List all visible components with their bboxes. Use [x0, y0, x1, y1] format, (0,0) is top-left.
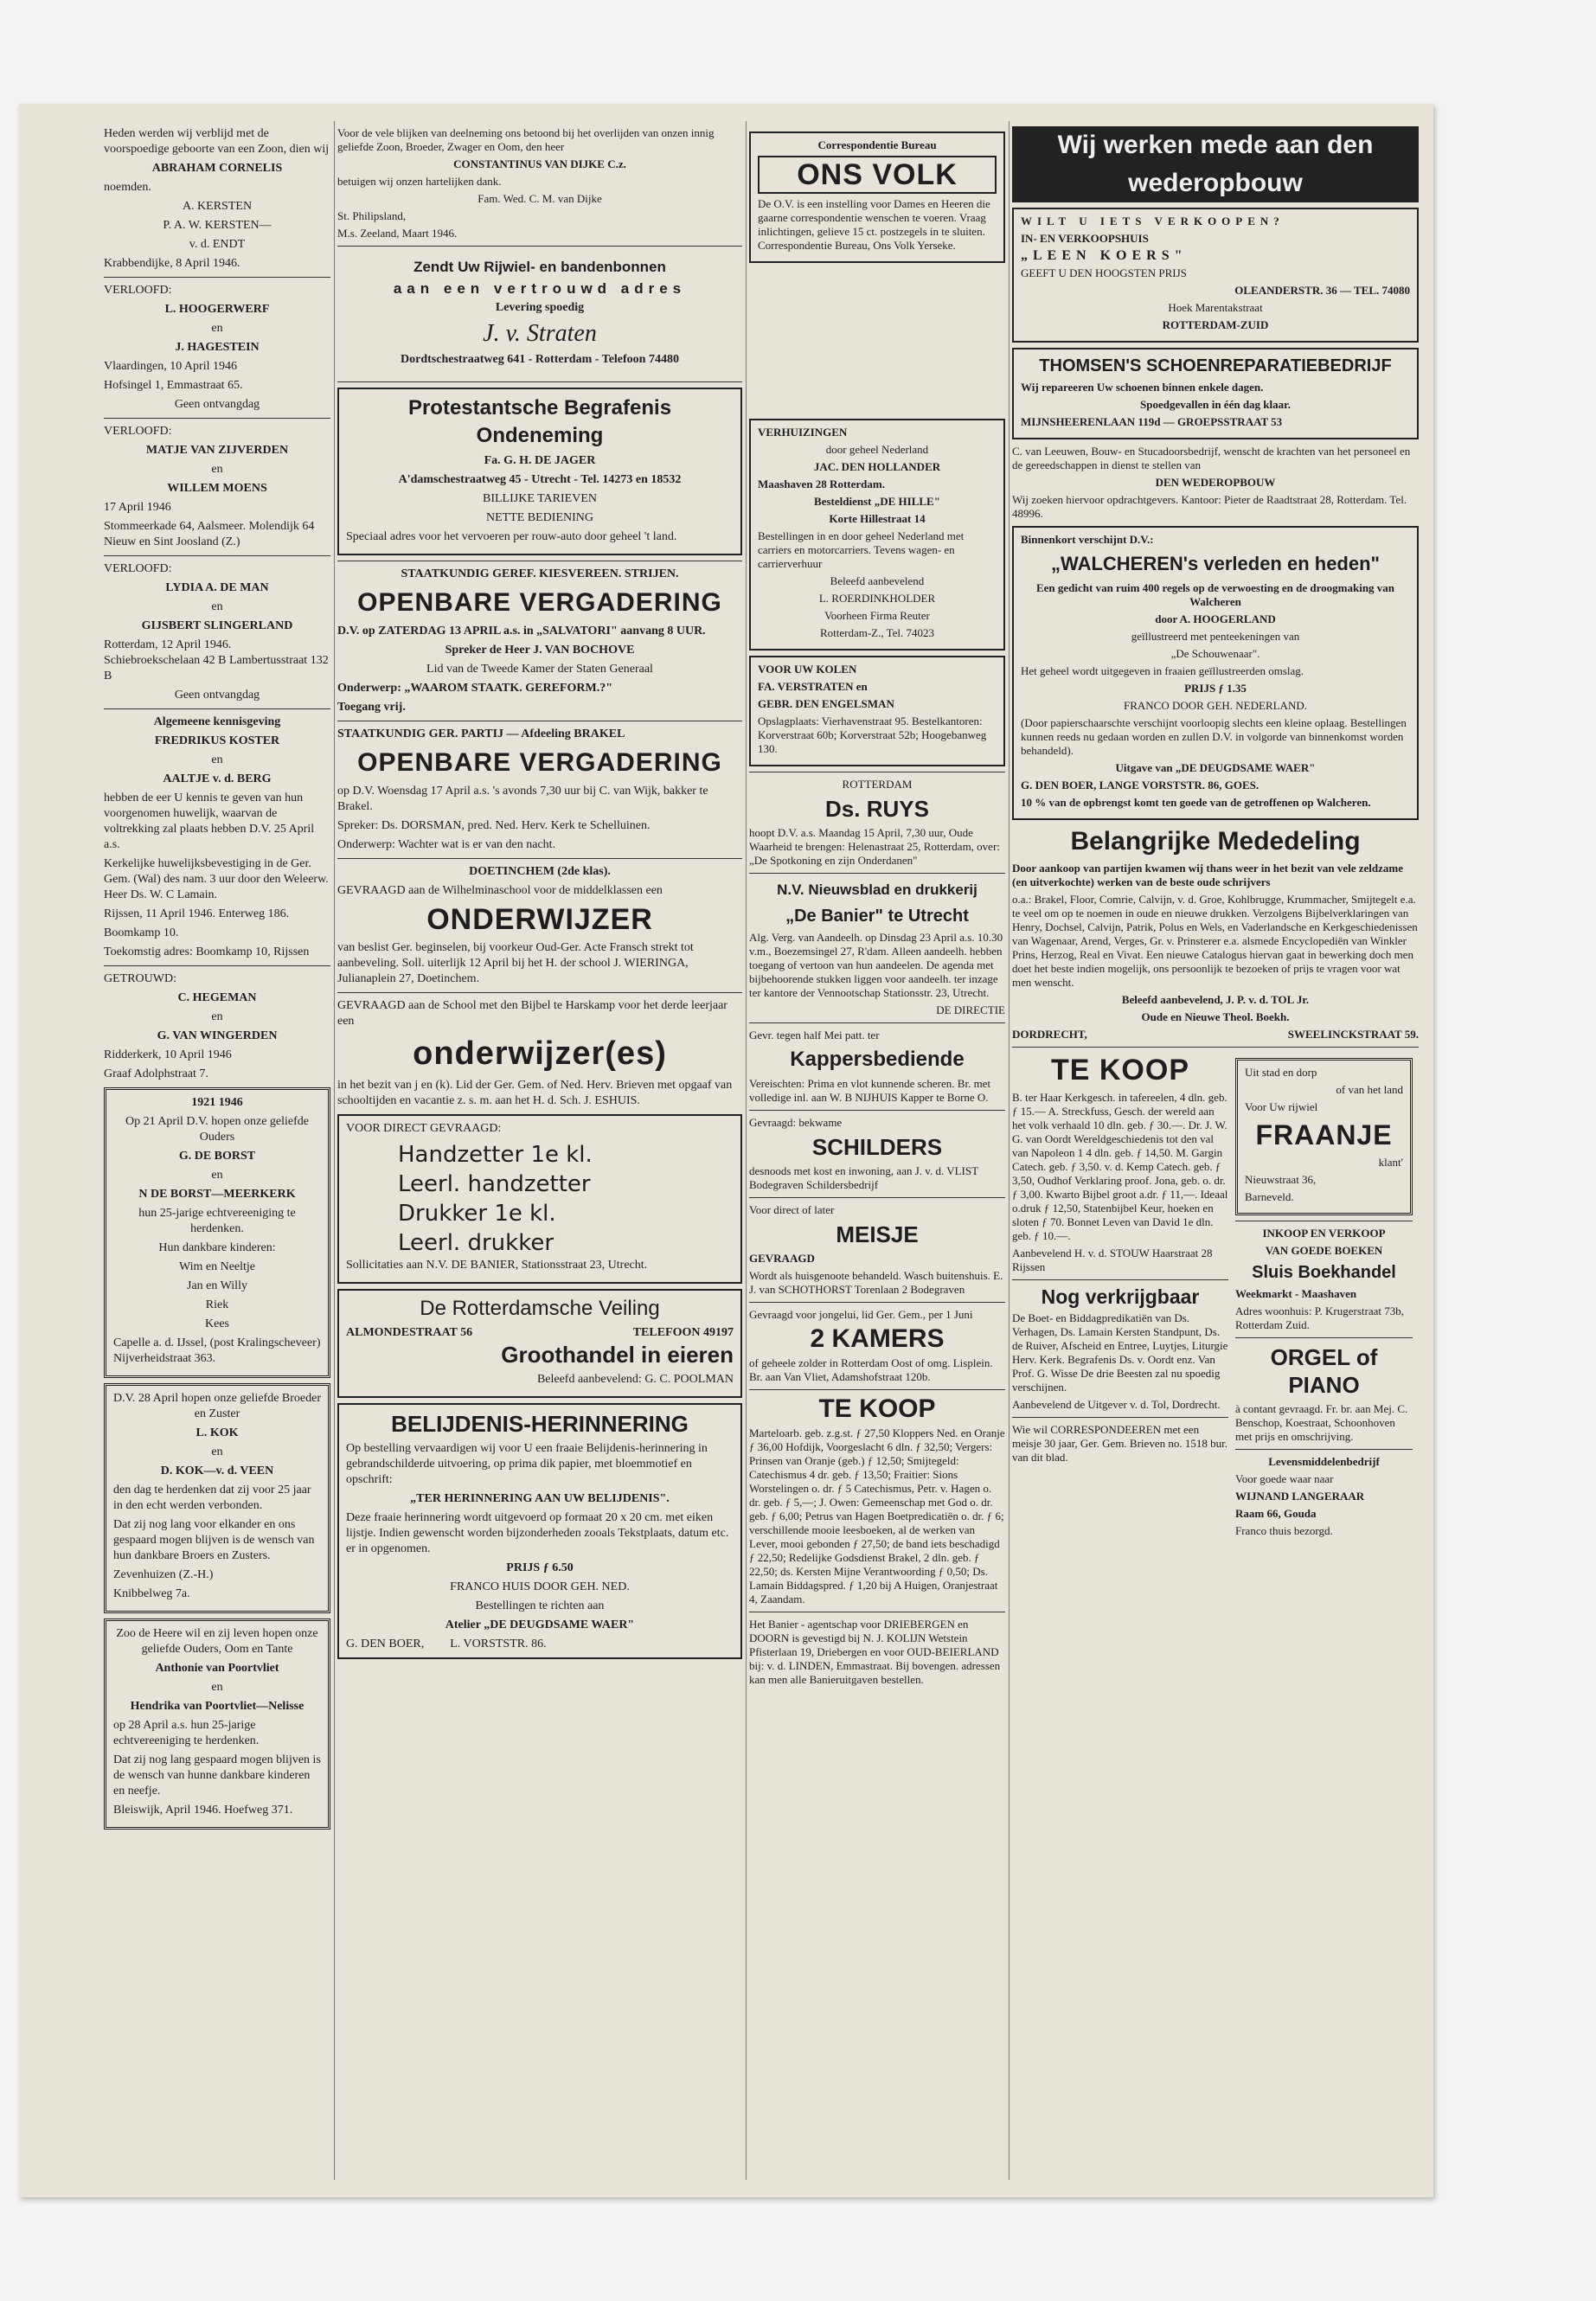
onder-title: onderwijzer(es): [413, 1035, 667, 1072]
anniversary-1: [104, 1087, 330, 1378]
verg-date: D.V. op ZATERDAG 13 APRIL a.s. in „SALVATORI" aanvang 8 UUR.: [337, 625, 706, 638]
job-item: Drukker 1e kl.: [398, 1201, 556, 1227]
anniv-text: D.V. 28 April hopen onze geliefde Broeder en Zuster: [113, 1392, 322, 1420]
notice-addr: Rijssen, 11 April 1946. Enterweg 186.: [104, 907, 290, 920]
belang-intro: Door aankoop van partijen kwamen wij thans weer in het bezit van vele zeldzame (en uitverkochte) werken van de beste oude schrijvers: [1012, 862, 1403, 888]
engaged-en: en: [211, 463, 223, 476]
anniv-text-2: hun 25-jarige echtvereeniging te herdenken.: [138, 1207, 296, 1235]
engagement-3: [104, 561, 330, 703]
belijdenis-address: [346, 1637, 734, 1652]
anniv-name-2: D. KOK—v. d. VEEN: [160, 1465, 274, 1477]
orgel-text: à contant gevraagd. Fr. br. aan Mej. C. Benschop, Koestraat, Schoonhoven met prijs en omschrijving.: [1235, 1402, 1408, 1443]
belang-shop: Oude en Nieuwe Theol. Boekh.: [1141, 1010, 1290, 1023]
verg-speaker: Spreker de Heer J. VAN BOCHOVE: [445, 644, 635, 657]
straten-line-2: aan een vertrouwd adres: [393, 280, 687, 297]
veiling-groot: Groothandel in eieren: [501, 1342, 734, 1368]
corresp-text: Wie wil CORRESPONDEEREN met een meisje 30 jaar, Ger. Gem. Brieven no. 1518 bur. van dit blad.: [1012, 1423, 1227, 1464]
kolen-firm: FA. VERSTRATEN en: [758, 680, 868, 693]
begraf-special: Speciaal adres voor het vervoeren per rouw-auto door geheel 't land.: [346, 530, 677, 543]
fraanje-text: Uit stad en dorp: [1245, 1066, 1317, 1079]
nogv-title: Nog verkrijgbaar: [1041, 1285, 1200, 1308]
begraf-rates: BILLIJKE TARIEVEN: [483, 492, 597, 505]
thomsen-ad: [1012, 348, 1419, 439]
notice-text-2: Kerkelijke huwelijksbevestiging in de Ger. Gem. (Wal) des nam. 3 uur door den Weleerw. Heer Ds. W. C Lamain.: [104, 857, 329, 901]
engaged-note: Geen ontvangdag: [174, 398, 260, 411]
walch-addr: G. DEN BOER, LANGE VORSTSTR. 86, GOES.: [1021, 779, 1259, 792]
anniv-text: Zoo de Heere wil en zij leven hopen onze geliefde Ouders, Oom en Tante: [116, 1627, 318, 1656]
ruys-city: ROTTERDAM: [842, 778, 913, 791]
walch-note: (Door papierschaarschte verschijnt voorloopig slechts een kleine oplaag. Bestellingen kunnen reeds nu gedaan worden en zullen D.V. in volgorde van binnenkomst worden behandeld).: [1021, 716, 1407, 757]
tekoop-title: TE KOOP: [818, 1394, 936, 1423]
straten-delivery: Levering spoedig: [495, 301, 585, 314]
engagement-2: [104, 424, 330, 550]
anniv-text-3: Dat zij nog lang voor elkander en ons gespaard mogen blijven is de wensch van hun dankbare Broers en Zusters.: [113, 1518, 315, 1562]
kamers-text: of geheele zolder in Rotterdam Oost of omg. Lisplein. Br. aan Van Vliet, Adamshofstraat 120b.: [749, 1356, 993, 1383]
kapper-pre: Gevr. tegen half Mei patt. ter: [749, 1029, 880, 1042]
ruys-text: hoopt D.V. a.s. Maandag 15 April, 7,30 uur, Oude Waarheid te brengen: Helenastraat 25, Rotterdam, over: „De Spotkoning en zijn Onderdanen": [749, 826, 1000, 867]
job-item: Leerl. handzetter: [398, 1171, 591, 1197]
schilders-pre: Gevraagd: bekwame: [749, 1116, 843, 1129]
anniv-text-3: Dat zij nog lang gespaard mogen blijven is de wensch van hunne dankbare kinderen en neefje.: [113, 1753, 321, 1798]
walch-author: door A. HOOGERLAND: [1155, 612, 1276, 625]
walch-illus: geïllustreerd met penteekeningen van: [1131, 630, 1300, 643]
alg-text: Alg. Verg. van Aandeelh. op Dinsdag 23 April a.s. 10.30 v.m., Boezemsingel 27, R'dam. Alleen aandeelh. hebben toegang of vertoon van hun aandeelen. De agenda met bijbehoorende stukken liggen voor aandeelh. ter inzage ter kantore der Vennootschap Stationsstr. 23, Utrecht.: [749, 931, 1003, 999]
onder-head: DOETINCHEM (2de klas).: [469, 865, 611, 878]
anniv-text-2: den dag te herdenken dat zij voor 25 jaar in den echt werden verbonden.: [113, 1484, 311, 1512]
belang-beleefd: Beleefd aanbevelend, J. P. v. d. TOL Jr.: [1121, 993, 1310, 1006]
fraanje-ad: [1235, 1058, 1413, 1215]
leen-price: GEEFT U DEN HOOGSTEN PRIJS: [1021, 266, 1187, 279]
birth-notice: [104, 126, 330, 272]
tekoop-title: TE KOOP: [1050, 1054, 1190, 1086]
ruys-title: Ds. RUYS: [825, 796, 929, 822]
anniv-name-2: Hendrika van Poortvliet—Nelisse: [130, 1700, 304, 1713]
anniv-children: Hun dankbare kinderen:: [158, 1241, 276, 1254]
thomsen-title: THOMSEN'S SCHOENREPARATIEBEDRIJF: [1039, 356, 1392, 375]
engaged-name-2: J. HAGESTEIN: [175, 341, 260, 354]
anniversary-3: [104, 1618, 330, 1830]
veiling-phone: TELEFOON 49197: [632, 1326, 734, 1339]
belijdenis-body: Deze fraaie herinnering wordt uitgevoerd op formaat 20 x 20 cm. met eiken lijstje. Indien gewenscht worden bijzonderheden zooals Tekstplaats, datum etc. er in opgenomen.: [346, 1511, 729, 1555]
leeuwen-ad: [1012, 445, 1419, 521]
married-addr: Graaf Adolphstraat 7.: [104, 1067, 208, 1080]
engaged-name: L. HOOGERWERF: [164, 303, 270, 316]
begraf-service: NETTE BEDIENING: [485, 511, 594, 524]
onder-body: in het bezit van j en (k). Lid der Ger. Gem. of Ned. Herv. Brieven met opgaaf van schooltijden en vacantie z. s. m. aan het H. d. Sch. J. ESHUIS.: [337, 1079, 733, 1107]
belijdenis-order: Bestellingen te richten aan: [475, 1599, 605, 1612]
fraanje-city: Barneveld.: [1245, 1190, 1294, 1203]
job-apply: Sollicitaties aan N.V. DE BANIER, Stationsstraat 23, Utrecht.: [346, 1259, 648, 1272]
meisje-text: Wordt als huisgenoote behandeld. Wasch buitenshuis. E. J. van SCHOTHORST Torenlaan 2 Bodegraven: [749, 1269, 1003, 1296]
married-en: en: [211, 1010, 223, 1023]
begraf-addr: A'damschestraatweg 45 - Utrecht - Tel. 14273 en 18532: [398, 473, 682, 486]
hille-name: L. ROERDINKHOLDER: [818, 592, 936, 605]
levens-delivery: Franco thuis bezorgd.: [1235, 1524, 1333, 1537]
thanks-place: St. Philipsland,: [337, 209, 407, 222]
belang-text: o.a.: Brakel, Floor, Comrie, Calvijn, v. d. Groe, Kohlbrugge, Krummacher, Smijtegelt e.a. te veel om op te noemen in oude en nieuwe drukken. Verzolgens Bijbelverklaringen van Henry, Dochsel, Calvijn, Patrik, Polus en Wels, en Vaderlandsche en Kerkgeschiedenissen van Wagenaar, Arend, Verges, Gr. v. Prinsterer e.a. alsmede Encyclopediën van Winkler Prins, Herzog, Real en Vivat. Een nieuwe Catalogus hiervan gaat in bewerking doch men doet het beste indien mogelijk, ons persoonlijk te bezoeken of prijs te vragen voor wat men wenscht.: [1012, 893, 1418, 989]
anniv-en: en: [211, 1681, 223, 1694]
fraanje-addr: Nieuwstraat 36,: [1245, 1173, 1317, 1186]
kamers-title: 2 KAMERS: [810, 1324, 945, 1353]
thanks-family: Fam. Wed. C. M. van Dijke: [478, 192, 602, 205]
anniv-addr-2: Knibbelweg 7a.: [113, 1587, 190, 1600]
straten-line: Zendt Uw Rijwiel- en bandenbonnen: [413, 259, 666, 275]
parent-name-2: P. A. W. KERSTEN—: [163, 219, 272, 232]
leen-city: ROTTERDAM-ZUID: [1162, 318, 1269, 331]
leeuwen-text: C. van Leeuwen, Bouw- en Stucadoorsbedrijf, wenscht de krachten van het personeel en de gereedschappen in dienst te stellen van: [1012, 445, 1411, 471]
verhuiz-head: VERHUIZINGEN: [758, 426, 848, 439]
levens-addr: Raam 66, Gouda: [1235, 1507, 1317, 1520]
thomsen-text-2: Spoedgevallen in één dag klaar.: [1140, 398, 1291, 411]
sluis-text: INKOOP EN VERKOOP: [1262, 1227, 1386, 1240]
levens-head: Levensmiddelenbedrijf: [1268, 1455, 1380, 1468]
belang-city: DORDRECHT,: [1012, 1028, 1087, 1041]
verhuiz-text: door geheel Nederland: [825, 443, 929, 456]
levens-text: Voor goede waar naar: [1235, 1472, 1334, 1485]
birth-text-2: noemden.: [104, 181, 151, 194]
belijdenis-name: G. DEN BOER,: [346, 1638, 425, 1650]
driebergen-text: Het Banier - agentschap voor DRIEBERGEN en DOORN is gevestigd bij N. J. KOLIJN Wetstein Pfisterlaan 19, Driebergen en voor OUD-BEIERLAND bij: v. d. LINDEN, Emmastraat. Bij bovengen. adressen kan men alle Banieruitgaven bestellen.: [749, 1618, 1001, 1686]
engaged-en: en: [211, 600, 223, 613]
deceased-name: CONSTANTINUS VAN DIJKE C.z.: [453, 157, 626, 170]
job-item: Leerl. drukker: [398, 1230, 554, 1256]
bottom-right-ads: [1012, 1053, 1419, 1541]
bureau-title: ONS VOLK: [758, 156, 997, 194]
job-item: Handzetter 1e kl.: [398, 1142, 593, 1168]
engaged-head: VERLOOFD:: [104, 425, 172, 438]
anniv-name: L. KOK: [195, 1426, 239, 1439]
leeuwen-wederopbouw: DEN WEDEROPBOUW: [1155, 476, 1276, 489]
anniv-years: 1921 1946: [191, 1096, 243, 1109]
verg-access: Toegang vrij.: [337, 701, 406, 714]
child-name: ABRAHAM CORNELIS: [151, 162, 283, 175]
walch-title: „WALCHEREN's verleden en heden": [1051, 553, 1380, 574]
verg-date: op D.V. Woensdag 17 April a.s. 's avonds 7,30 uur bij C. van Wijk, bakker te Brakel.: [337, 785, 708, 813]
birth-place: Krabbendijke, 8 April 1946.: [104, 257, 240, 270]
meisje-title: MEISJE: [836, 1221, 919, 1247]
anniv-child: Jan en Willy: [187, 1279, 247, 1292]
fraanje-text-2: of van het land: [1336, 1083, 1403, 1096]
belang-title: Belangrijke Mededeling: [1070, 827, 1361, 856]
verg-title: OPENBARE VERGADERING: [357, 588, 722, 617]
nogv-text: De Boet- en Biddagpredikatiën van Ds. Verhagen, Ds. Lamain Kersten Standpunt, Ds. de Ruiver, Afscheid en Entree, Luytjes, Liturgie Herv. Kerk. Begrafenis Ds. v. Oordt enz. Van Prof. G. Wisse De drie Beesten zal nu spoedig verschijnen.: [1012, 1311, 1228, 1394]
kamers-pre: Gevraagd voor jongelui, lid Ger. Gem., per 1 Juni: [749, 1308, 973, 1321]
wederopbouw-banner: Wij werken mede aan den wederopbouw: [1012, 126, 1419, 202]
bureau-text: De O.V. is een instelling voor Dames en Heeren die gaarne correspondentie wenschen te voeren. Vraag inlichtingen, gelieve 15 ct. postzegels in te sluiten. Correspondentie Bureau, Ons Volk Yerseke.: [758, 197, 990, 252]
veiling-beleefd: Beleefd aanbevelend: G. C. POOLMAN: [536, 1373, 734, 1386]
anniv-en: en: [211, 1445, 223, 1458]
onderwijzeres-ad: [337, 998, 742, 1109]
verg-head: STAATKUNDIG GEREF. KIESVEREEN. STRIJEN.: [401, 567, 679, 580]
engaged-head: VERLOOFD:: [104, 562, 172, 575]
engaged-note: Geen ontvangdag: [174, 689, 260, 702]
levens-name: WIJNAND LANGERAAR: [1235, 1490, 1365, 1503]
thomsen-text: Wij repareeren Uw schoenen binnen enkele dagen.: [1021, 381, 1264, 394]
orgel-title: ORGEL of PIANO: [1270, 1344, 1378, 1398]
anniv-child: Riek: [205, 1298, 229, 1311]
fraanje-klant: klant': [1378, 1156, 1403, 1169]
meisje-gevraagd: GEVRAAGD: [749, 1252, 815, 1265]
engagement-1: [104, 283, 330, 413]
sluis-text-2: VAN GOEDE BOEKEN: [1265, 1244, 1383, 1257]
marriage-notice: [104, 971, 330, 1082]
hille-former: Voorheen Firma Reuter: [824, 609, 930, 622]
fraanje-text-3: Voor Uw rijwiel: [1245, 1100, 1318, 1113]
walch-text: Een gedicht van ruim 400 regels op de verwoesting en de droogmaking van Walcheren: [1035, 581, 1395, 608]
notice-en: en: [211, 753, 223, 766]
begraf-title: Protestantsche Begrafenis Ondeneming: [407, 396, 672, 447]
fraanje-title: FRAANJE: [1255, 1119, 1393, 1150]
belijdenis-quote: „TER HERINNERING AAN UW BELIJDENIS".: [410, 1492, 670, 1505]
thanks-date: M.s. Zeeland, Maart 1946.: [337, 227, 458, 240]
kolen-head: VOOR UW KOLEN: [758, 663, 857, 676]
verhuizingen-ad: [749, 419, 1005, 651]
married-date: Ridderkerk, 10 April 1946: [104, 1048, 232, 1061]
straten-name: J. v. Straten: [483, 320, 597, 347]
hille-beleefd: Beleefd aanbevelend: [830, 574, 925, 587]
sluis-title: Sluis Boekhandel: [1252, 1263, 1396, 1282]
leen-type: IN- EN VERKOOPSHUIS: [1021, 232, 1149, 245]
belijdenis-text: Op bestelling vervaardigen wij voor U een fraaie Belijdenis-herinnering in gebrandschilderde uitvoering, op prima dik papier, met bloemmotief en opschrift:: [346, 1442, 708, 1486]
anniv-name: G. DE BORST: [178, 1150, 256, 1163]
anniv-en: en: [211, 1169, 223, 1182]
belijdenis-ad: [337, 1403, 742, 1659]
subcol-left: [1012, 1053, 1228, 1541]
notice-head: Algemeene kennisgeving: [153, 715, 281, 728]
kapper-text: Vereischten: Prima en vlot kunnende scheren. Br. met volledige inl. aan W. B NIJHUIS Kapper te Borne O.: [749, 1077, 991, 1104]
general-notice: [104, 715, 330, 960]
verg-speaker: Spreker: Ds. DORSMAN, pred. Ned. Herv. Kerk te Schelluinen.: [337, 819, 651, 832]
belijdenis-atelier: Atelier „DE DEUGDSAME WAER": [445, 1618, 635, 1631]
leen-question: WILT U IETS VERKOOPEN?: [1021, 215, 1285, 228]
verg-member: Lid van de Tweede Kamer der Staten Generaal: [426, 663, 653, 676]
verg-head: STAATKUNDIG GER. PARTIJ — Afdeeling BRAKEL: [337, 727, 625, 740]
anniv-addr: Bleiswijk, April 1946. Hoefweg 371.: [113, 1804, 293, 1817]
engaged-date: Vlaardingen, 10 April 1946: [104, 360, 237, 373]
engaged-en: en: [211, 322, 223, 335]
parent-name-3: v. d. ENDT: [189, 238, 246, 251]
belang-address: [1012, 1028, 1419, 1042]
anniv-name: Anthonie van Poortvliet: [155, 1662, 279, 1675]
notice-name: FREDRIKUS KOSTER: [154, 734, 280, 747]
notice-text: hebben de eer U kennis te geven van hun voorgenomen huwelijk, waarvan de voltrekking zal plaats hebben D.V. 25 April a.s.: [104, 792, 315, 851]
kolen-text: Opslagplaats: Vierhavenstraat 95. Bestelkantoren: Korverstraat 60b; Korverstraat 52b; Hoogebanweg 130.: [758, 715, 987, 755]
job-head: VOOR DIRECT GEVRAAGD:: [346, 1122, 502, 1135]
thanks-notice: [337, 126, 742, 240]
anniv-text-2: op 28 April a.s. hun 25-jarige echtvereeniging te herdenken.: [113, 1719, 260, 1747]
hille-tel: Rotterdam-Z., Tel. 74023: [819, 626, 935, 639]
onder-body: van beslist Ger. beginselen, bij voorkeur Oud-Ger. Acte Fransch strekt tot aanbeveling. Soll. uiterlijk 12 April bij het H. der school J. WIERINGA, Julianaplein 27, Doetinchem.: [337, 941, 694, 985]
hille-addr: Korte Hillestraat 14: [829, 512, 926, 525]
column-family-notices: [104, 126, 330, 1835]
notice-future-addr: Toekomstig adres: Boomkamp 10, Rijssen: [104, 945, 310, 958]
anniversary-2: [104, 1383, 330, 1613]
veiling-ad: [337, 1289, 742, 1398]
verg-title: OPENBARE VERGADERING: [357, 748, 722, 777]
engaged-addr: Hofsingel 1, Emmastraat 65.: [104, 379, 243, 392]
notice-name-2: AALTJE v. d. BERG: [163, 772, 272, 785]
directie: DE DIRECTIE: [936, 1003, 1005, 1016]
engaged-name-2: WILLEM MOENS: [167, 482, 267, 495]
banier-title: „De Banier" te Utrecht: [785, 907, 969, 926]
thomsen-addr: MIJNSHEERENLAAN 119d — GROEPSSTRAAT 53: [1021, 415, 1283, 428]
onder-title: ONDERWIJZER: [426, 903, 653, 936]
engaged-name: LYDIA A. DE MAN: [165, 581, 269, 594]
anniv-child: Wim en Neeltje: [178, 1260, 256, 1273]
veiling-contact: [346, 1325, 734, 1341]
walch-price: PRIJS ƒ 1.35: [1184, 682, 1247, 695]
kolen-firm-2: GEBR. DEN ENGELSMAN: [758, 697, 894, 710]
walcheren-ad: [1012, 526, 1419, 820]
leeuwen-zoeken: Wij zoeken hiervoor opdrachtgevers. Kantoor: Pieter de Raadtstraat 28, Rotterdam. Tel. 48996.: [1012, 493, 1407, 520]
column-ads-middle: [337, 126, 742, 1664]
engaged-date: 17 April 1946: [104, 501, 171, 514]
tekoop-text: Marteloarb. geb. z.g.st. ƒ 27,50 Kloppers Ned. en Oranje ƒ 36,00 Hofdijk, Voorgeslacht 6 dln. ƒ 32,50; Vergers: Prinsen van Oranje (geb.) ƒ 12,50; Smijtegeld: Catechismus 4 dr. geb. ƒ 13,50; Fraitier: Sions Worstelingen o. dr. ƒ 5 Catechismus, Petr. v. Hagen o. dr. geb. ƒ 5,—; J. Owen: Gemeenschap met God o. dr. geb. ƒ 6,00; Petrus van Hagen Boetpredicatiën o. dr. ƒ 6; verschillende mooie leesboeken, al de werken van Lever, mooi gebonden ƒ 27,50; de band iets beschadigd ƒ 22,50; Redelijke Godsdienst Brakel, 2 dln. geb. ƒ 22,50; ds. Kersten Mijne Verantwoording ƒ 0,50; Ds. Lamain Biddagspred. ƒ 1,20 bij A Huigen, Oranjestraat 4, Zaandam.: [749, 1426, 1005, 1606]
tekoop-text: B. ter Haar Kerkgesch. in tafereelen, 4 dln. geb. ƒ 15.— A. Streckfuss, Gesch. der wereld aan het volk verhaald 10 dln. geb. ƒ 30.—. Dr. J. W. G. van Oordt Wereldgeschiedenis tot den val van Napoleon 1 4 dln. geb. ƒ 14,50. M. Gargin Catech. geb. ƒ 3,50. v. d. Kemp Catech. geb. ƒ 3,50, Oudhof Verklaring proof. Jona, geb. o. dr. ƒ 3,00. Kwarto Bijbel groot a.dr. ƒ 11,—. Ideaal o.druk ƒ 12,50, Statenbijbel Keur, hoeken en sloten ƒ 70. Bonnet Leven van David 1e dln. geb. ƒ 10.—.: [1012, 1091, 1228, 1242]
schilders-title: SCHILDERS: [811, 1134, 943, 1160]
engaged-head: VERLOOFD:: [104, 284, 172, 297]
kapper-title: Kappersbediende: [790, 1048, 965, 1071]
engaged-name: MATJE VAN ZIJVERDEN: [145, 444, 289, 457]
walch-benefit: 10 % van de opbrengst komt ten goede van de getroffenen op Walcheren.: [1021, 796, 1371, 809]
tekoop-addr: Aanbevelend H. v. d. STOUW Haarstraat 28 Rijssen: [1012, 1247, 1213, 1273]
veiling-title: De Rotterdamsche Veiling: [420, 1297, 660, 1320]
meisje-pre: Voor direct of later: [749, 1203, 835, 1216]
walch-text-2: Het geheel wordt uitgegeven in fraaien geïllustreerden omslag.: [1021, 664, 1304, 677]
onder-text: GEVRAAGD aan de School met den Bijbel te Harskamp voor het derde leerjaar een: [337, 999, 727, 1028]
belijdenis-franco: FRANCO HUIS DOOR GEH. NED.: [450, 1580, 630, 1593]
married-head: GETROUWD:: [104, 972, 176, 985]
married-name: C. HEGEMAN: [177, 991, 257, 1004]
veiling-addr: ALMONDESTRAAT 56: [346, 1326, 473, 1339]
vergadering-strijen: [337, 567, 742, 715]
verhuiz-addr: Maashaven 28 Rotterdam.: [758, 478, 885, 490]
newspaper-page: [19, 104, 1433, 2197]
engaged-addr: Rotterdam, 12 April 1946. Schiebroekschelaan 42 B Lambertusstraat 132 B: [104, 638, 329, 683]
straten-ad: [337, 252, 742, 376]
begrafenis-ad: [337, 388, 742, 555]
hille-text: Bestellingen in en door geheel Nederland met carriers en motorcarriers. Tevens wagen- en carrierverhuur: [758, 529, 965, 570]
notice-addr-2: Boomkamp 10.: [104, 926, 179, 939]
subcol-right: [1235, 1053, 1413, 1541]
schilders-text: desnoods met kost en inwoning, aan J. v. d. VLIST Bodegraven Schildersbedrijf: [749, 1164, 978, 1191]
onderwijzer-ad: [337, 864, 742, 987]
column-right-ads: [1012, 126, 1419, 1541]
married-name-2: G. VAN WINGERDEN: [157, 1029, 278, 1042]
verhuiz-name: JAC. DEN HOLLANDER: [813, 460, 941, 473]
hille-head: Besteldienst „DE HILLE": [814, 495, 940, 508]
anniv-addr: Zevenhuizen (Z.-H.): [113, 1568, 214, 1581]
leen-name: „LEEN KOERS": [1021, 248, 1188, 263]
walch-illustrator: „De Schouwenaar".: [1170, 647, 1260, 660]
anniv-text: Op 21 April D.V. hopen onze geliefde Ouders: [125, 1115, 310, 1144]
sluis-addr-2: Adres woonhuis: P. Krugerstraat 73b, Rotterdam Zuid.: [1235, 1304, 1404, 1331]
anniv-addr: Capelle a. d. IJssel, (post Kralingscheveer) Nijverheidstraat 363.: [113, 1336, 321, 1365]
belijdenis-street: L. VORSTSTR. 86.: [450, 1638, 547, 1650]
anniv-child: Kees: [205, 1317, 229, 1330]
sluis-addr: Weekmarkt - Maashaven: [1235, 1287, 1357, 1300]
nogv-addr: Aanbevelend de Uitgever v. d. Tol, Dordrecht.: [1012, 1398, 1221, 1411]
parent-name: A. KERSTEN: [182, 200, 253, 213]
thanks-text: Voor de vele blijken van deelneming ons betoond bij het overlijden van onzen innig geliefde Zoon, Broeder, Zwager en Oom, den heer: [337, 126, 715, 153]
belijdenis-price: PRIJS ƒ 6.50: [506, 1561, 574, 1574]
leen-corner: Hoek Marentakstraat: [1168, 301, 1263, 314]
ons-volk-ad: [749, 131, 1005, 263]
vergadering-brakel: [337, 727, 742, 853]
birth-text: Heden werden wij verblijd met de voorspoedige geboorte van een Zoon, dien wij: [104, 127, 330, 156]
belijdenis-title: BELIJDENIS-HERINNERING: [391, 1411, 689, 1437]
thanks-text-2: betuigen wij onzen hartelijken dank.: [337, 175, 502, 188]
kolen-ad: [749, 656, 1005, 766]
nv-title: N.V. Nieuwsblad en drukkerij: [777, 881, 977, 898]
column-small-ads: [749, 126, 1005, 1690]
onder-text: GEVRAAGD aan de Wilhelminaschool voor de middelklassen een: [337, 884, 663, 897]
engaged-name-2: GIJSBERT SLINGERLAND: [141, 619, 293, 632]
banier-job-ad: [337, 1114, 742, 1284]
engaged-addr: Stommeerkade 64, Aalsmeer. Molendijk 64 Nieuw en Sint Joosland (Z.): [104, 520, 315, 548]
anniv-name-2: N DE BORST—MEERKERK: [138, 1188, 296, 1201]
leen-addr: OLEANDERSTR. 36 — TEL. 74080: [1234, 284, 1410, 297]
leen-koers-ad: [1012, 208, 1419, 343]
verg-subject: Onderwerp: Wachter wat is er van den nacht.: [337, 838, 556, 851]
begraf-firm: Fa. G. H. DE JAGER: [484, 454, 596, 467]
verg-subject: Onderwerp: „WAAROM STAATK. GEREFORM.?": [337, 682, 612, 695]
straten-addr: Dordtschestraatweg 641 - Rotterdam - Telefoon 74480: [401, 353, 679, 366]
belangrijke-ad: [1012, 825, 1419, 1042]
walch-publisher: Uitgave van „DE DEUGDSAME WAER": [1115, 761, 1316, 774]
belang-street: SWEELINCKSTRAAT 59.: [1287, 1028, 1419, 1041]
walch-franco: FRANCO DOOR GEH. NEDERLAND.: [1124, 699, 1307, 712]
bureau-head: Correspondentie Bureau: [817, 138, 937, 151]
walch-pre: Binnenkort verschijnt D.V.:: [1021, 533, 1154, 546]
